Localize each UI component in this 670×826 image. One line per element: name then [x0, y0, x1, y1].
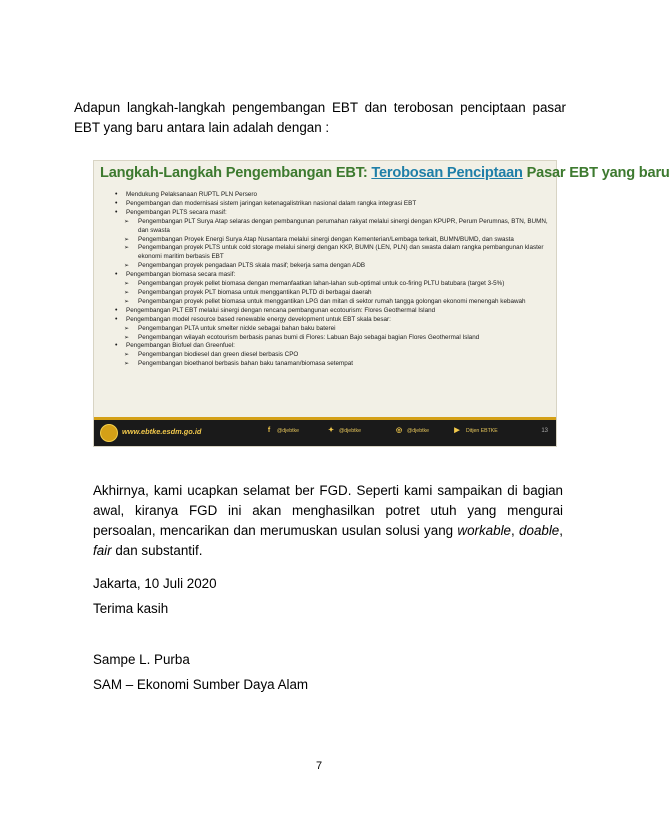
instagram-icon: ◎ — [395, 427, 403, 434]
slide-bullet-text: Pengembangan PLTS secara masif: — [126, 208, 227, 216]
intro-paragraph: Adapun langkah-langkah pengembangan EBT dan terobosan penciptaan pasar EBT yang baru antara lain adalah dengan : — [74, 100, 566, 135]
slide-bullet-text: Pengembangan Biofuel dan Greenfuel: — [126, 342, 235, 350]
place-date: Jakarta, 10 Juli 2020 — [93, 576, 217, 591]
slide-bullet-item — [112, 298, 550, 307]
arrow-bullet-icon: ➢ — [124, 334, 130, 341]
slide-bullet-text: Pengembangan proyek pellet biomasa untuk menggantikan LPG dan mitan di sektor rumah tangga golongan ekonomi menengah kebawah — [138, 297, 526, 305]
slide-bullet-item — [112, 360, 550, 369]
slide-bullet-text: Pengembangan PLT Surya Atap selaras dengan pembangunan perumahan rakyat melalui sinergi dengan KPUPR, Perum Perumnas, BTN, BUMN, dan swasta — [138, 217, 548, 234]
facebook-handle: @djebtke — [277, 428, 299, 434]
slide-bullet-text: Mendukung Pelaksanaan RUPTL PLN Persero — [126, 191, 258, 198]
slide-bullet-text: Pengembangan proyek pellet biomasa dengan memanfaatkan lahan-lahan sub-optimal untuk co-firing PLTU batubara (target 3-5%) — [138, 280, 505, 288]
slide-bullet-item — [112, 236, 550, 245]
arrow-bullet-icon: ➢ — [124, 361, 130, 368]
thanks-text: Terima kasih — [93, 601, 169, 616]
arrow-bullet-icon: ➢ — [124, 281, 130, 288]
slide-bullet-text: Pengembangan PLTA untuk smelter nickle sebagai bahan baku baterei — [138, 324, 336, 332]
arrow-bullet-icon: ➢ — [124, 352, 130, 359]
slide-bullet-text: Pengembangan dan modernisasi sistem jaringan ketenagalistrikan nasional dalam rangka integrasi EBT — [126, 199, 417, 207]
slide-bullet-text: Pengembangan bioethanol berbasis bahan baku tanaman/biomasa setempat — [138, 360, 353, 368]
facebook-icon: f — [267, 427, 271, 434]
slide-footer-url: www.ebtke.esdm.go.id — [122, 427, 202, 436]
youtube-handle: Ditjen EBTKE — [466, 428, 498, 434]
slide-bullet-item — [112, 209, 550, 218]
slide-bullet-item — [112, 342, 550, 351]
slide-bullet-item — [112, 262, 550, 271]
slide-bullet-item — [112, 218, 550, 236]
slide-page-number: 13 — [541, 428, 548, 434]
slide-bullet-item — [112, 316, 550, 325]
slide-bullet-text: Pengembangan wilayah ecotourism berbasis panas bumi di Flores: Labuan Bajo sebagai bagian Flores Geothermal Island — [138, 333, 480, 341]
signer-name: Sampe L. Purba — [93, 652, 190, 667]
slide-bullet-item — [112, 307, 550, 316]
twitter-icon: ✦ — [328, 427, 334, 434]
arrow-bullet-icon: ➢ — [124, 325, 130, 332]
slide-bullet-text: Pengembangan proyek PLTS untuk cold storage melalui sinergi dengan KKP, BUMN (LEN, PLN) dan swasta dalam rangka pembangunan klaster ekonomi maritim berbasis EBT — [138, 244, 544, 261]
closing-paragraph: Akhirnya, kami ucapkan selamat ber FGD. Seperti kami sampaikan di bagian awal, kiranya FGD ini akan menghasilkan potret utuh yang mengurai persoalan, mencarikan dan merumuskan usulan solusi yang workable, doable, fair dan substantif. — [93, 483, 563, 558]
twitter-handle: @djebtke — [339, 428, 361, 434]
page-number: 7 — [315, 760, 323, 772]
arrow-bullet-icon: ➢ — [124, 263, 130, 270]
youtube-icon: ▶ — [454, 427, 460, 434]
slide-bullet-text: Pengembangan proyek pengadaan PLTS skala masif; bekerja sama dengan ADB — [138, 262, 366, 270]
signer-title: SAM – Ekonomi Sumber Daya Alam — [93, 677, 309, 692]
arrow-bullet-icon: ➢ — [124, 298, 130, 305]
arrow-bullet-icon: ➢ — [124, 218, 130, 225]
slide-bullet-text: Pengembangan proyek PLT biomasa untuk menggantikan PLTD di berbagai daerah — [138, 288, 372, 296]
slide-bullet-item — [112, 334, 550, 343]
slide-bullet-text: Pengembangan model resource based renewable energy development untuk EBT skala besar: — [126, 315, 391, 323]
slide-title: Langkah-Langkah Pengembangan EBT: Terobosan Penciptaan Pasar EBT yang baru — [100, 165, 670, 181]
arrow-bullet-icon: ➢ — [124, 289, 130, 296]
slide-bullet-list — [112, 191, 550, 369]
slide-bullet-text: Pengembangan biomasa secara masif: — [126, 271, 236, 279]
slide-bullet-item — [112, 191, 550, 200]
arrow-bullet-icon: ➢ — [124, 236, 130, 243]
slide-bullet-text: Pengembangan biodiesel dan green diesel berbasis CPO — [138, 351, 299, 359]
slide-bullet-item — [112, 325, 550, 334]
slide-image — [93, 160, 670, 447]
esdm-logo-icon — [100, 424, 118, 442]
slide-bullet-item — [112, 200, 550, 209]
slide-bullet-item — [112, 280, 550, 289]
slide-bullet-item — [112, 289, 550, 298]
instagram-handle: @djebtke — [407, 428, 429, 434]
slide-bullet-item — [112, 271, 550, 280]
slide-bullet-text: Pengembangan PLT EBT melalui sinergi dengan rencana pembangunan ecotourism: Flores Geothermal Island — [126, 306, 436, 314]
slide-bullet-text: Pengembangan Proyek Energi Surya Atap Nusantara melalui sinergi dengan Kementerian/Lembaga terkait, BUMN/BUMD, dan swasta — [138, 235, 514, 243]
slide-footer — [94, 417, 556, 446]
slide-bullet-item — [112, 351, 550, 360]
slide-bullet-item — [112, 244, 550, 262]
arrow-bullet-icon: ➢ — [124, 245, 130, 252]
